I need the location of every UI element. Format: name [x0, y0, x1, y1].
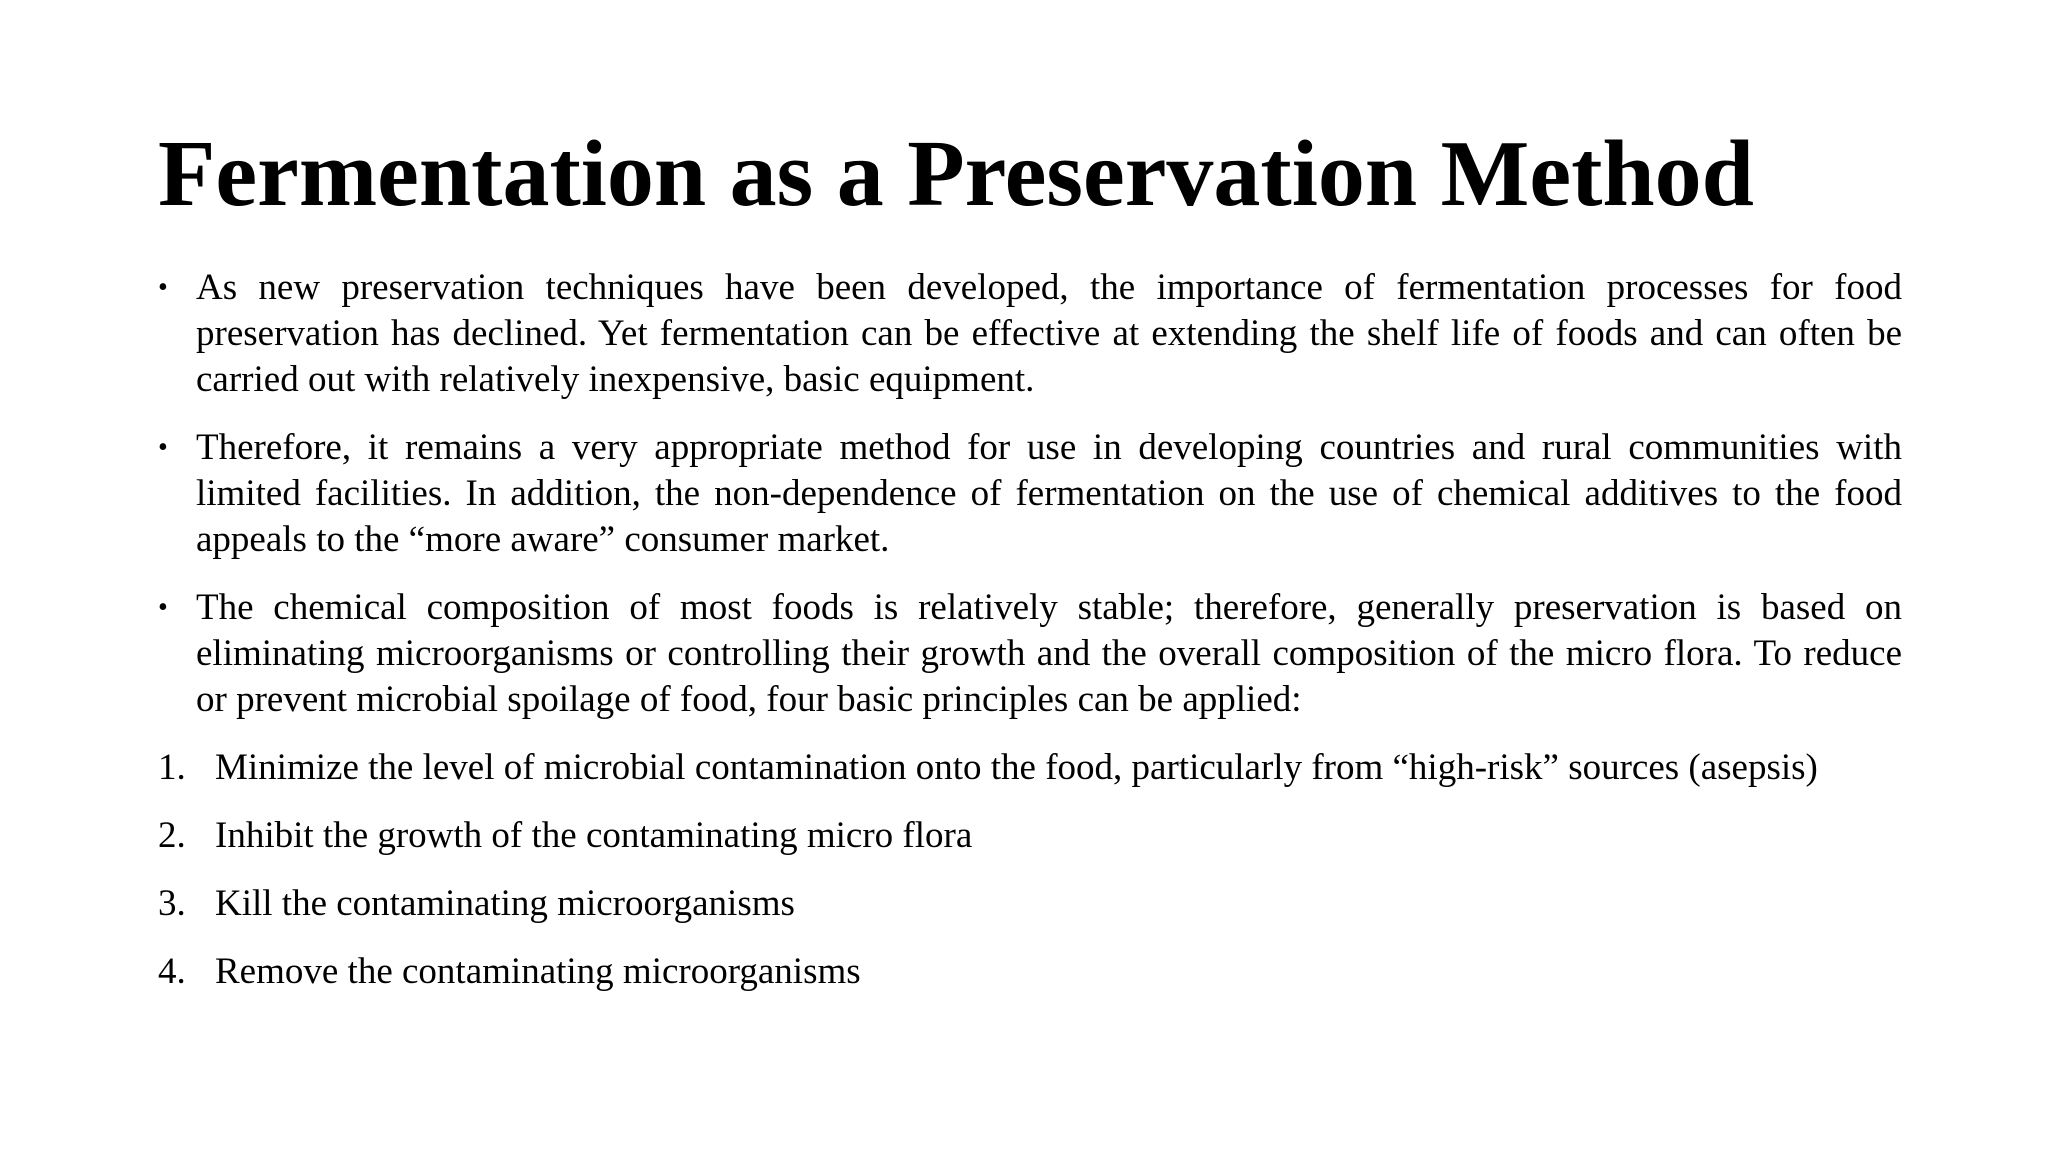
- bullet-marker: •: [158, 432, 168, 463]
- bullet-item: [158, 585, 1902, 723]
- numbered-marker: 3.: [158, 883, 186, 924]
- bullet-item: [158, 425, 1902, 563]
- numbered-text: Remove the contaminating microorganisms: [215, 951, 861, 992]
- bullet-text: Therefore, it remains a very appropriate method for use in developing countries and rural communities with limited facilities. In addition, the non-dependence of fermentation on the use of chemical additives to the food appeals to the “more aware” consumer market.: [196, 427, 1902, 560]
- numbered-text: Minimize the level of microbial contamination onto the food, particularly from “high-risk” sources (asepsis): [215, 747, 1818, 788]
- numbered-marker: 4.: [158, 951, 186, 992]
- slide-title: Fermentation as a Preservation Method: [158, 122, 1754, 226]
- numbered-item: [158, 949, 1902, 995]
- numbered-text: Kill the contaminating microorganisms: [215, 883, 795, 924]
- bullet-text: As new preservation techniques have been developed, the importance of fermentation processes for food preservation has declined. Yet fermentation can be effective at extending the shelf life of foods and can often be carried out with relatively inexpensive, basic equipment.: [196, 267, 1902, 400]
- bullet-marker: •: [158, 272, 168, 303]
- numbered-item: [158, 745, 1902, 791]
- numbered-text: Inhibit the growth of the contaminating micro flora: [215, 815, 973, 856]
- numbered-item: [158, 881, 1902, 927]
- numbered-item: [158, 813, 1902, 859]
- bullet-text: The chemical composition of most foods is relatively stable; therefore, generally preservation is based on eliminating microorganisms or controlling their growth and the overall composition of the micro flora. To reduce or prevent microbial spoilage of food, four basic principles can be applied:: [196, 587, 1902, 720]
- slide-body: [158, 265, 1902, 1017]
- bullet-item: [158, 265, 1902, 403]
- bullet-marker: •: [158, 592, 168, 623]
- numbered-marker: 2.: [158, 815, 186, 856]
- numbered-marker: 1.: [158, 747, 186, 788]
